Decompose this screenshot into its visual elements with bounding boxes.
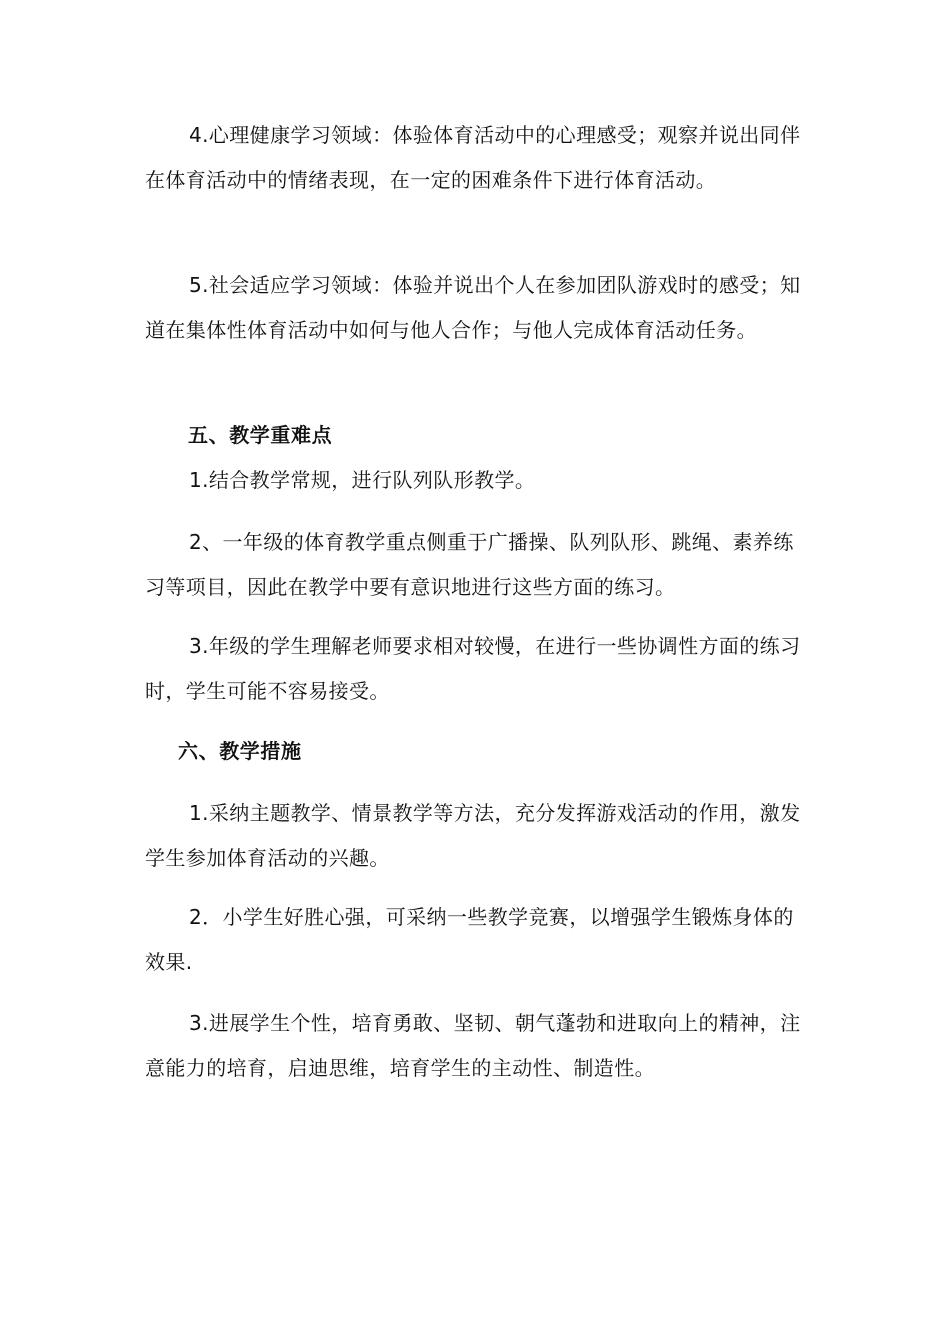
paragraph-measure-1: 1.采纳主题教学、情景教学等方法，充分发挥游戏活动的作用，激发学生参加体育活动的兴趣。	[145, 801, 801, 870]
paragraph-measure-3: 3.进展学生个性，培育勇敢、坚韧、朝气蓬勃和进取向上的精神，注意能力的培育，启迪思维，培育学生的主动性、制造性。	[145, 1011, 801, 1080]
paragraph-social-adaptation: 5.社会适应学习领域：体验并说出个人在参加团队游戏时的感受；知道在集体性体育活动中如何与他人合作；与他人完成体育活动任务。	[145, 273, 801, 342]
paragraph-key-point-2: 2、一年级的体育教学重点侧重于广播操、队列队形、跳绳、素养练习等项目，因此在教学中要有意识地进行这些方面的练习。	[145, 530, 794, 599]
paragraph-key-point-1: 1.结合教学常规，进行队列队形教学。	[189, 468, 536, 492]
paragraph-measure-2: 2．小学生好胜心强，可采纳一些教学竞赛，以增强学生锻炼身体的效果.	[145, 905, 794, 974]
heading-teaching-measures: 六、教学措施	[178, 739, 302, 763]
heading-teaching-key-points: 五、教学重难点	[188, 423, 333, 447]
paragraph-key-point-3: 3.年级的学生理解老师要求相对较慢，在进行一些协调性方面的练习时，学生可能不容易接受。	[145, 634, 801, 703]
paragraph-psychological-health: 4.心理健康学习领域：体验体育活动中的心理感受；观察并说出同伴在体育活动中的情绪表现，在一定的困难条件下进行体育活动。	[145, 123, 801, 192]
